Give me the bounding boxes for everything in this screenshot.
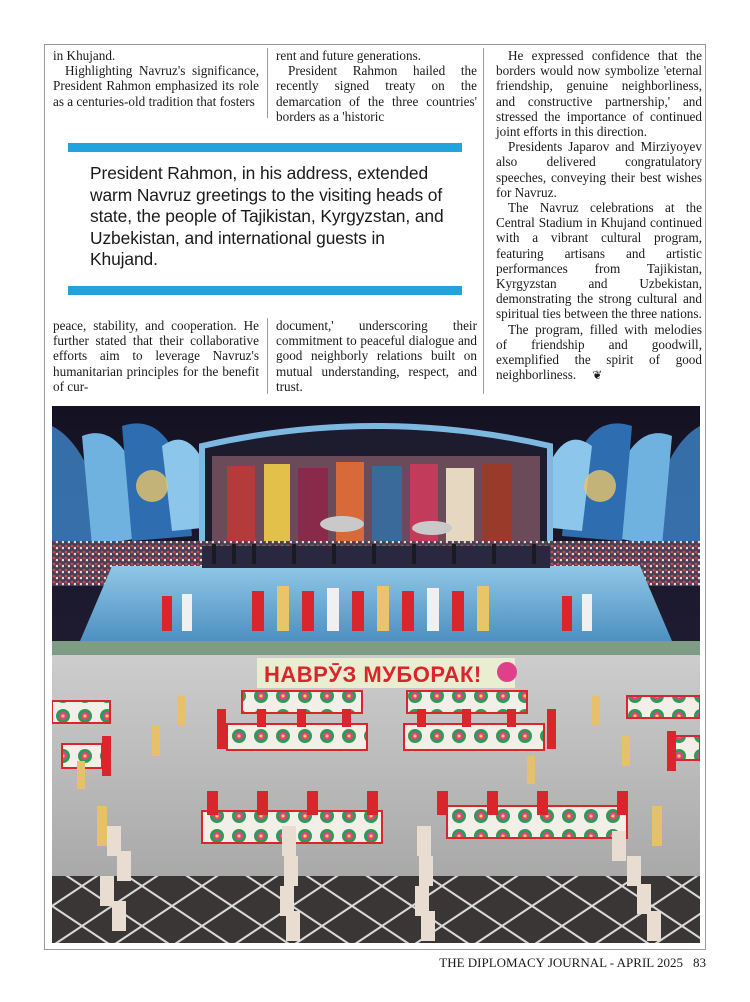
end-of-article-icon: ❦ xyxy=(592,368,603,383)
publication-name: THE DIPLOMACY JOURNAL - APRIL 2025 xyxy=(439,955,683,970)
closing-paragraph-text: The program, filled with melodies of friendship and goodwill, exemplified the spirit of good neighborliness. xyxy=(496,321,702,383)
pull-quote-bottom-bar xyxy=(68,286,462,295)
paragraph: He expressed confidence that the borders would now symbolize 'eternal friendship, genuine neighborliness, and constructive partnership,' and stressed the importance of continued joint efforts in this direction. xyxy=(496,48,702,140)
navruz-banner xyxy=(257,658,517,688)
paragraph xyxy=(496,322,702,384)
article-column-2-bottom xyxy=(276,318,477,394)
article-column-1-top xyxy=(53,48,259,109)
paragraph: document,' underscoring their commitment to peaceful dialogue and good neighborly relations built on mutual understanding, respect, and trust. xyxy=(276,318,477,394)
paragraph: President Rahmon hailed the recently signed treaty on the demarcation of the three countries' borders as a 'historic xyxy=(276,63,477,124)
pull-quote xyxy=(68,143,462,295)
paragraph: Highlighting Navruz's significance, President Rahmon emphasized its role as a centuries-old tradition that fosters xyxy=(53,63,259,109)
stadium-celebration-photo xyxy=(52,406,700,943)
column-rule-left-top xyxy=(267,48,268,118)
article-column-2-top xyxy=(276,48,477,124)
paragraph: rent and future generations. xyxy=(276,48,422,63)
pull-quote-text: President Rahmon, in his address, extended warm Navruz greetings to the visiting heads of state, the people of Tajikistan, Kyrgyzstan, and Uzbekistan, and international guests in Khujand. xyxy=(90,163,444,270)
paragraph: peace, stability, and cooperation. He further stated that their collaborative efforts aim to leverage Navruz's humanitarian principles for the benefit of cur- xyxy=(53,318,259,394)
page-footer xyxy=(439,955,706,971)
banner-text: НАВРӮЗ МУБОРАК! xyxy=(264,662,482,687)
paragraph: The Navruz celebrations at the Central Stadium in Khujand continued with a vibrant cultural program, featuring artisans and artistic performances from Tajikistan, Kyrgyzstan and Uzbekistan, demonstrating the strong cultural and spiritual ties between the three nations. xyxy=(496,200,702,322)
paragraph: in Khujand. xyxy=(53,48,116,63)
column-rule-right xyxy=(483,48,484,394)
article-column-3 xyxy=(496,48,702,383)
pull-quote-top-bar xyxy=(68,143,462,152)
article-column-1-bottom xyxy=(53,318,259,394)
paragraph: Presidents Japarov and Mirziyoyev also delivered congratulatory speeches, conveying their best wishes for Navruz. xyxy=(496,139,702,200)
patterned-floor xyxy=(52,876,700,943)
page-number: 83 xyxy=(693,955,706,970)
photo-illustration xyxy=(52,406,700,943)
column-rule-left-bottom xyxy=(267,318,268,394)
